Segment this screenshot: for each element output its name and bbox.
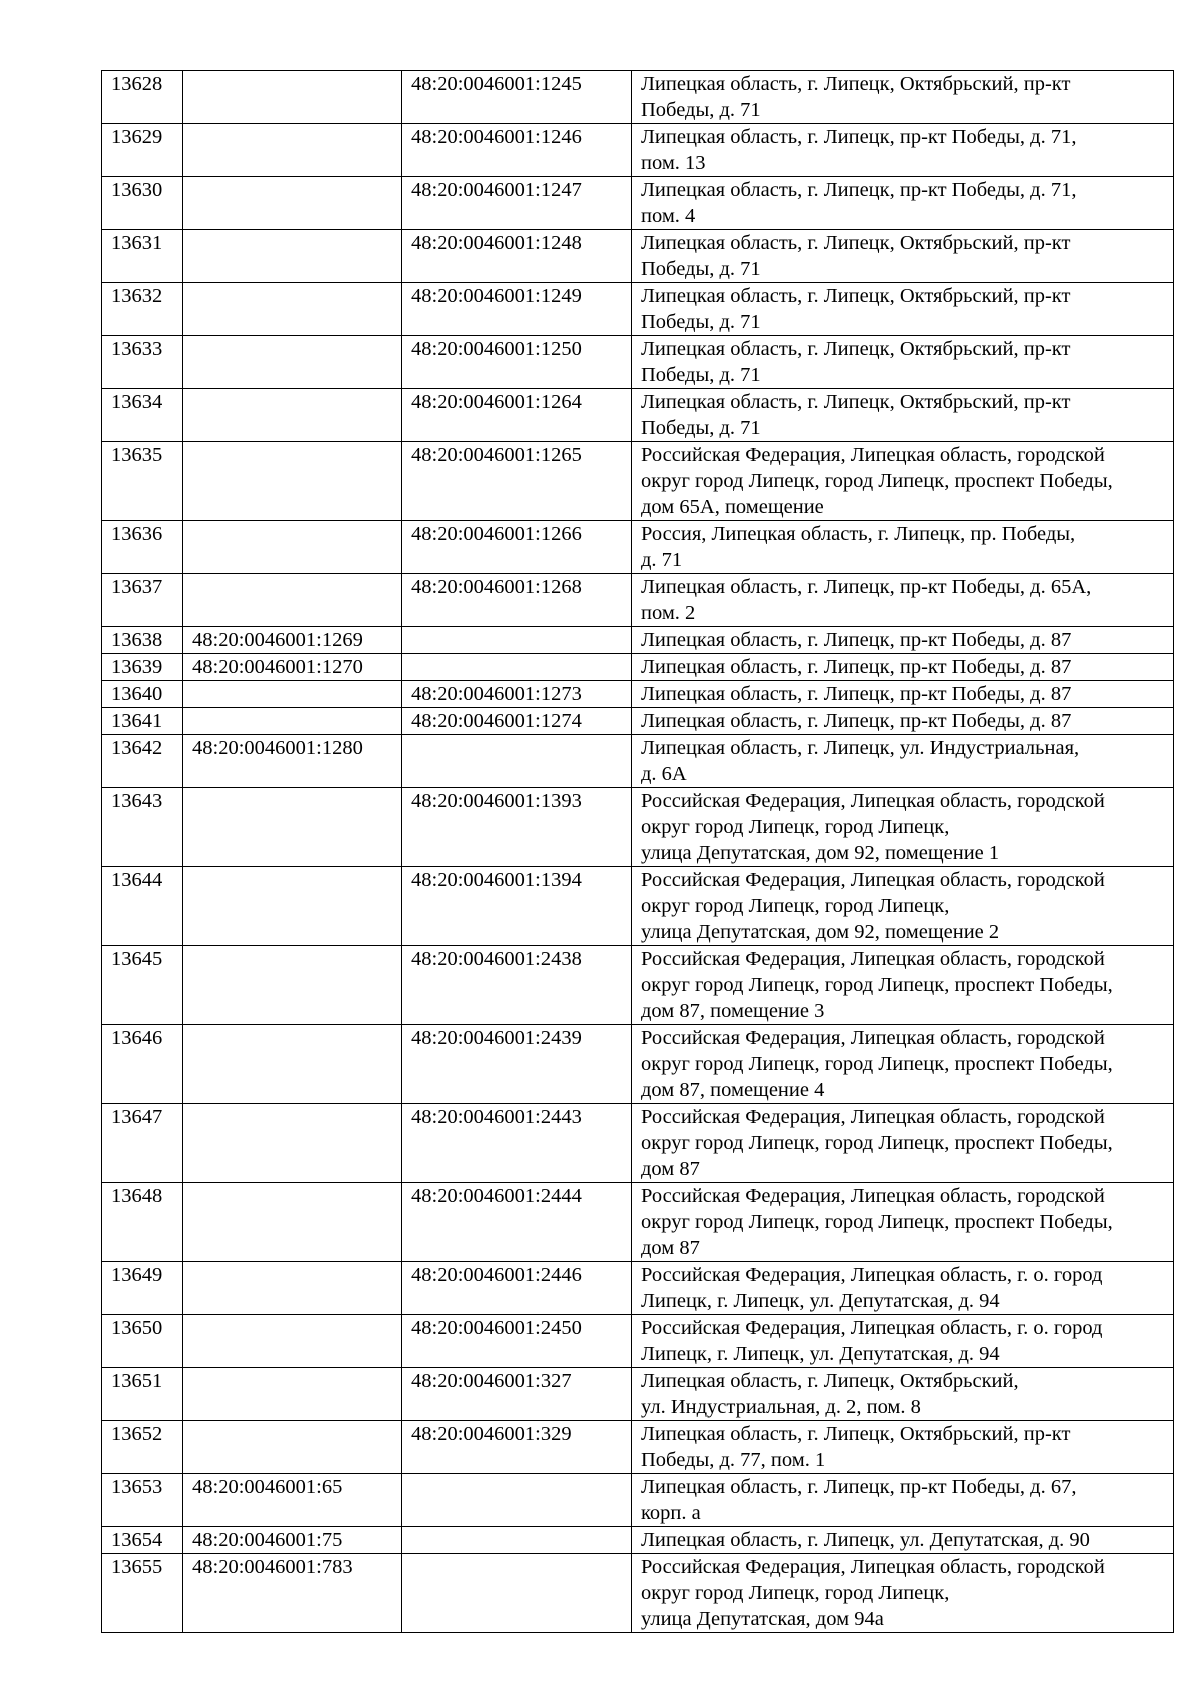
cadastral-number-cell	[183, 1315, 402, 1368]
table-row	[102, 1368, 1174, 1421]
row-number-cell: 13644	[102, 867, 183, 946]
table-row	[102, 1421, 1174, 1474]
address-line: улица Депутатская, дом 94а	[641, 1608, 884, 1630]
address-cell	[632, 1315, 1174, 1368]
address-line: дом 87, помещение 3	[641, 1000, 825, 1022]
row-number-cell: 13651	[102, 1368, 183, 1421]
address-line: Липецкая область, г. Липецк, ул. Индустриальная,	[641, 737, 1080, 759]
row-number-cell: 13641	[102, 708, 183, 735]
table-row	[102, 336, 1174, 389]
cadastral-number-cell	[183, 177, 402, 230]
cadastral-number-cell: 48:20:0046001:783	[183, 1554, 402, 1633]
cadastral-number-premises-cell: 48:20:0046001:1246	[402, 124, 632, 177]
table-row	[102, 627, 1174, 654]
cadastral-number-cell	[183, 442, 402, 521]
address-line: Победы, д. 71	[641, 417, 761, 439]
row-number-cell: 13629	[102, 124, 183, 177]
cadastral-number-premises-cell: 48:20:0046001:1245	[402, 71, 632, 124]
row-number-cell: 13628	[102, 71, 183, 124]
address-line: округ город Липецк, город Липецк,	[641, 895, 950, 917]
address-line: улица Депутатская, дом 92, помещение 1	[641, 842, 1000, 864]
row-number-cell: 13645	[102, 946, 183, 1025]
row-number-cell: 13635	[102, 442, 183, 521]
cadastral-number-premises-cell	[402, 654, 632, 681]
cadastral-number-premises-cell	[402, 1554, 632, 1633]
cadastral-number-premises-cell: 48:20:0046001:329	[402, 1421, 632, 1474]
cadastral-number-premises-cell: 48:20:0046001:1250	[402, 336, 632, 389]
table-row	[102, 788, 1174, 867]
row-number-cell: 13637	[102, 574, 183, 627]
address-line: Липецкая область, г. Липецк, пр-кт Победы, д. 71,	[641, 126, 1077, 148]
cadastral-number-premises-cell: 48:20:0046001:2444	[402, 1183, 632, 1262]
address-line: Победы, д. 71	[641, 99, 761, 121]
cadastral-number-cell	[183, 946, 402, 1025]
address-line: д. 71	[641, 549, 683, 571]
cadastral-number-cell	[183, 788, 402, 867]
address-cell	[632, 627, 1174, 654]
address-cell	[632, 1104, 1174, 1183]
address-line: Победы, д. 71	[641, 364, 761, 386]
address-line: Липецкая область, г. Липецк, пр-кт Победы, д. 87	[641, 629, 1072, 651]
table-row	[102, 389, 1174, 442]
property-registry-table	[101, 70, 1174, 1633]
cadastral-number-premises-cell: 48:20:0046001:2446	[402, 1262, 632, 1315]
row-number-cell: 13634	[102, 389, 183, 442]
address-line: Липецкая область, г. Липецк, пр-кт Победы, д. 65А,	[641, 576, 1092, 598]
cadastral-number-cell	[183, 283, 402, 336]
address-line: Победы, д. 71	[641, 311, 761, 333]
address-line: Липецкая область, г. Липецк, пр-кт Победы, д. 87	[641, 710, 1072, 732]
cadastral-number-premises-cell: 48:20:0046001:2450	[402, 1315, 632, 1368]
address-line: пом. 13	[641, 152, 706, 174]
address-line: Российская Федерация, Липецкая область, городской	[641, 1027, 1105, 1049]
row-number-cell: 13636	[102, 521, 183, 574]
cadastral-number-cell	[183, 1368, 402, 1421]
table-row	[102, 681, 1174, 708]
row-number-cell: 13642	[102, 735, 183, 788]
address-line: ул. Индустриальная, д. 2, пом. 8	[641, 1396, 921, 1418]
address-line: Липецкая область, г. Липецк, Октябрьский, пр-кт	[641, 285, 1071, 307]
cadastral-number-premises-cell: 48:20:0046001:1273	[402, 681, 632, 708]
address-line: корп. а	[641, 1502, 701, 1524]
cadastral-number-cell	[183, 336, 402, 389]
cadastral-number-cell	[183, 1262, 402, 1315]
row-number-cell: 13638	[102, 627, 183, 654]
row-number-cell: 13655	[102, 1554, 183, 1633]
address-line: Липецкая область, г. Липецк, пр-кт Победы, д. 67,	[641, 1476, 1077, 1498]
cadastral-number-cell	[183, 1421, 402, 1474]
address-cell	[632, 654, 1174, 681]
row-number-cell: 13653	[102, 1474, 183, 1527]
cadastral-number-cell: 48:20:0046001:65	[183, 1474, 402, 1527]
cadastral-number-cell	[183, 1025, 402, 1104]
row-number-cell: 13633	[102, 336, 183, 389]
table-row	[102, 1025, 1174, 1104]
address-cell	[632, 1527, 1174, 1554]
cadastral-number-premises-cell: 48:20:0046001:1393	[402, 788, 632, 867]
cadastral-number-cell	[183, 1183, 402, 1262]
address-line: Липецкая область, г. Липецк, ул. Депутатская, д. 90	[641, 1529, 1090, 1551]
cadastral-number-premises-cell: 48:20:0046001:1247	[402, 177, 632, 230]
address-cell	[632, 1262, 1174, 1315]
table-row	[102, 735, 1174, 788]
cadastral-number-premises-cell: 48:20:0046001:1394	[402, 867, 632, 946]
address-line: Липецкая область, г. Липецк, Октябрьский, пр-кт	[641, 73, 1071, 95]
cadastral-number-cell	[183, 71, 402, 124]
row-number-cell: 13652	[102, 1421, 183, 1474]
cadastral-number-cell: 48:20:0046001:1280	[183, 735, 402, 788]
table-row	[102, 1315, 1174, 1368]
row-number-cell: 13631	[102, 230, 183, 283]
table-row	[102, 574, 1174, 627]
address-cell	[632, 867, 1174, 946]
address-line: округ город Липецк, город Липецк, проспект Победы,	[641, 1211, 1113, 1233]
address-line: Победы, д. 77, пом. 1	[641, 1449, 826, 1471]
address-line: Липецкая область, г. Липецк, Октябрьский,	[641, 1370, 1019, 1392]
address-cell	[632, 1025, 1174, 1104]
address-cell	[632, 946, 1174, 1025]
row-number-cell: 13647	[102, 1104, 183, 1183]
address-cell	[632, 283, 1174, 336]
table-row	[102, 1183, 1174, 1262]
address-line: Липецкая область, г. Липецк, Октябрьский, пр-кт	[641, 232, 1071, 254]
row-number-cell: 13643	[102, 788, 183, 867]
row-number-cell: 13640	[102, 681, 183, 708]
table-row	[102, 71, 1174, 124]
address-line: пом. 2	[641, 602, 696, 624]
row-number-cell: 13648	[102, 1183, 183, 1262]
table-row	[102, 124, 1174, 177]
cadastral-number-premises-cell: 48:20:0046001:1268	[402, 574, 632, 627]
row-number-cell: 13649	[102, 1262, 183, 1315]
table-row	[102, 283, 1174, 336]
cadastral-number-cell: 48:20:0046001:1269	[183, 627, 402, 654]
table-row	[102, 1262, 1174, 1315]
row-number-cell: 13650	[102, 1315, 183, 1368]
table-row	[102, 1554, 1174, 1633]
cadastral-number-premises-cell: 48:20:0046001:1248	[402, 230, 632, 283]
address-line: пом. 4	[641, 205, 696, 227]
address-cell	[632, 1474, 1174, 1527]
address-line: Победы, д. 71	[641, 258, 761, 280]
cadastral-number-cell	[183, 574, 402, 627]
address-line: дом 87, помещение 4	[641, 1079, 825, 1101]
address-line: округ город Липецк, город Липецк, проспект Победы,	[641, 470, 1113, 492]
address-line: Россия, Липецкая область, г. Липецк, пр. Победы,	[641, 523, 1076, 545]
table-row	[102, 867, 1174, 946]
cadastral-number-premises-cell	[402, 1527, 632, 1554]
address-line: Липецкая область, г. Липецк, Октябрьский, пр-кт	[641, 1423, 1071, 1445]
table-row	[102, 1474, 1174, 1527]
table-row	[102, 654, 1174, 681]
cadastral-number-cell	[183, 521, 402, 574]
table-row	[102, 708, 1174, 735]
address-line: Российская Федерация, Липецкая область, городской	[641, 444, 1105, 466]
cadastral-number-cell: 48:20:0046001:1270	[183, 654, 402, 681]
address-line: Российская Федерация, Липецкая область, г. о. город	[641, 1317, 1103, 1339]
address-cell	[632, 71, 1174, 124]
row-number-cell: 13654	[102, 1527, 183, 1554]
address-line: дом 87	[641, 1237, 700, 1259]
address-line: Российская Федерация, Липецкая область, городской	[641, 869, 1105, 891]
cadastral-number-premises-cell	[402, 1474, 632, 1527]
address-cell	[632, 1421, 1174, 1474]
address-line: Липецкая область, г. Липецк, пр-кт Победы, д. 87	[641, 656, 1072, 678]
table-row	[102, 521, 1174, 574]
table-row	[102, 946, 1174, 1025]
row-number-cell: 13639	[102, 654, 183, 681]
row-number-cell: 13632	[102, 283, 183, 336]
table-row	[102, 177, 1174, 230]
address-line: округ город Липецк, город Липецк, проспект Победы,	[641, 1132, 1113, 1154]
address-line: Липецкая область, г. Липецк, пр-кт Победы, д. 71,	[641, 179, 1077, 201]
row-number-cell: 13646	[102, 1025, 183, 1104]
address-line: Российская Федерация, Липецкая область, городской	[641, 790, 1105, 812]
address-cell	[632, 336, 1174, 389]
cadastral-number-premises-cell: 48:20:0046001:327	[402, 1368, 632, 1421]
address-cell	[632, 124, 1174, 177]
address-cell	[632, 230, 1174, 283]
address-line: округ город Липецк, город Липецк,	[641, 816, 950, 838]
address-cell	[632, 1554, 1174, 1633]
row-number-cell: 13630	[102, 177, 183, 230]
cadastral-number-premises-cell	[402, 735, 632, 788]
cadastral-number-premises-cell: 48:20:0046001:1265	[402, 442, 632, 521]
address-line: Российская Федерация, Липецкая область, городской	[641, 948, 1105, 970]
cadastral-number-cell	[183, 124, 402, 177]
address-cell	[632, 681, 1174, 708]
address-line: Российская Федерация, Липецкая область, г. о. город	[641, 1264, 1103, 1286]
cadastral-number-premises-cell: 48:20:0046001:1249	[402, 283, 632, 336]
address-line: округ город Липецк, город Липецк,	[641, 1582, 950, 1604]
cadastral-number-premises-cell: 48:20:0046001:1266	[402, 521, 632, 574]
cadastral-number-cell	[183, 389, 402, 442]
address-cell	[632, 521, 1174, 574]
address-cell	[632, 574, 1174, 627]
cadastral-number-premises-cell	[402, 627, 632, 654]
cadastral-number-cell	[183, 867, 402, 946]
address-cell	[632, 389, 1174, 442]
cadastral-number-premises-cell: 48:20:0046001:2438	[402, 946, 632, 1025]
address-line: округ город Липецк, город Липецк, проспект Победы,	[641, 1053, 1113, 1075]
address-cell	[632, 1368, 1174, 1421]
address-cell	[632, 788, 1174, 867]
table-body	[102, 71, 1174, 1633]
address-line: Российская Федерация, Липецкая область, городской	[641, 1556, 1105, 1578]
table-row	[102, 230, 1174, 283]
address-cell	[632, 177, 1174, 230]
address-line: Липецк, г. Липецк, ул. Депутатская, д. 94	[641, 1290, 1000, 1312]
cadastral-number-cell	[183, 1104, 402, 1183]
cadastral-number-premises-cell: 48:20:0046001:2439	[402, 1025, 632, 1104]
address-line: д. 6А	[641, 763, 687, 785]
address-line: Липецкая область, г. Липецк, пр-кт Победы, д. 87	[641, 683, 1072, 705]
cadastral-number-premises-cell: 48:20:0046001:1264	[402, 389, 632, 442]
address-line: улица Депутатская, дом 92, помещение 2	[641, 921, 1000, 943]
cadastral-number-premises-cell: 48:20:0046001:1274	[402, 708, 632, 735]
cadastral-number-cell	[183, 230, 402, 283]
table-row	[102, 442, 1174, 521]
cadastral-number-cell	[183, 708, 402, 735]
address-cell	[632, 442, 1174, 521]
table-row	[102, 1104, 1174, 1183]
address-cell	[632, 735, 1174, 788]
address-line: Липецкая область, г. Липецк, Октябрьский, пр-кт	[641, 338, 1071, 360]
address-line: Российская Федерация, Липецкая область, городской	[641, 1185, 1105, 1207]
address-line: дом 87	[641, 1158, 700, 1180]
address-line: округ город Липецк, город Липецк, проспект Победы,	[641, 974, 1113, 996]
cadastral-number-premises-cell: 48:20:0046001:2443	[402, 1104, 632, 1183]
address-line: дом 65А, помещение	[641, 496, 824, 518]
address-line: Российская Федерация, Липецкая область, городской	[641, 1106, 1105, 1128]
address-line: Липецк, г. Липецк, ул. Депутатская, д. 94	[641, 1343, 1000, 1365]
cadastral-number-cell: 48:20:0046001:75	[183, 1527, 402, 1554]
table-row	[102, 1527, 1174, 1554]
address-cell	[632, 1183, 1174, 1262]
address-line: Липецкая область, г. Липецк, Октябрьский, пр-кт	[641, 391, 1071, 413]
address-cell	[632, 708, 1174, 735]
cadastral-number-cell	[183, 681, 402, 708]
